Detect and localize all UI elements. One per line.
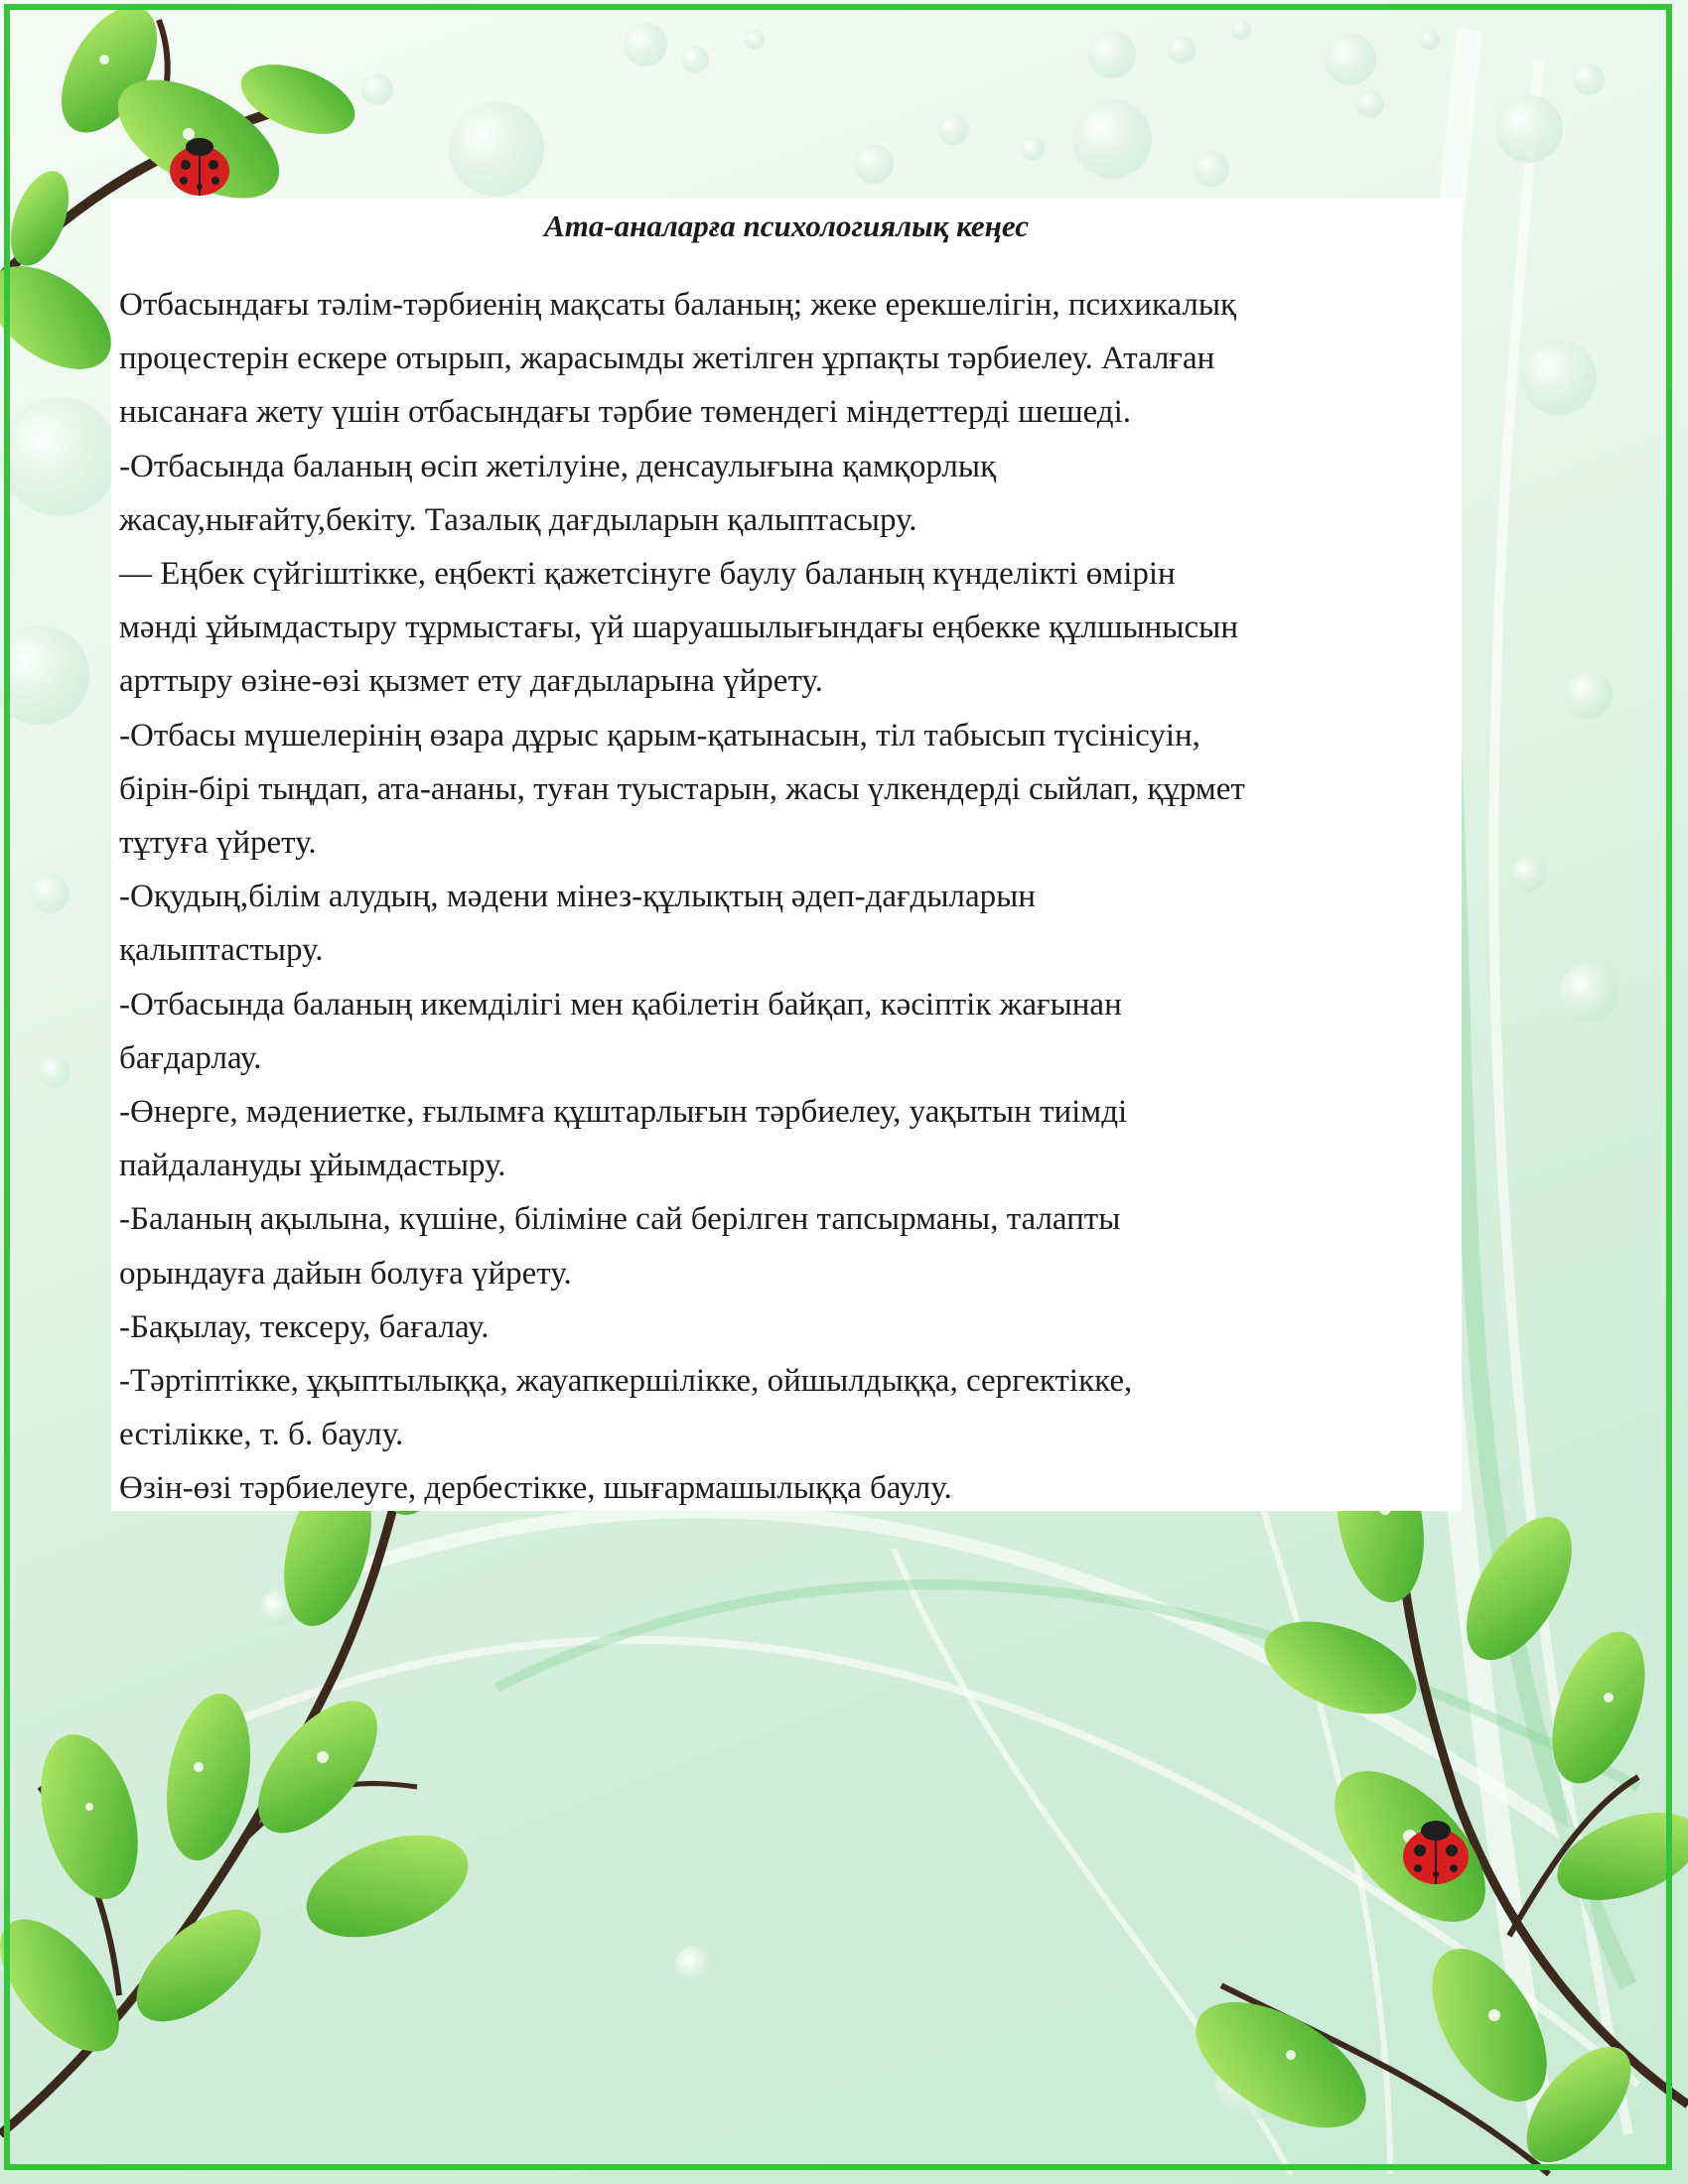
text-line: -Оқудың,білім алудың, мәдени мінез-құлықтың әдеп-дағдыларын xyxy=(119,879,1036,915)
content-panel xyxy=(111,199,1462,1511)
text-line: -Бақылау, тексеру, бағалау. xyxy=(119,1308,490,1345)
text-line: -Баланың ақылына, күшіне, біліміне сай берілген тапсырманы, талапты xyxy=(119,1201,1121,1238)
text-line: бірін-бірі тыңдап, ата-ананы, туған туыстарын, жасы үлкендерді сыйлап, құрмет xyxy=(119,770,1245,807)
body-text xyxy=(119,278,1462,1516)
text-line: -Отбасында баланың икемділігі мен қабілетін байқап, кәсіптік жағынан xyxy=(119,986,1122,1023)
text-line: бағдарлау. xyxy=(119,1039,262,1076)
text-line: жасау,нығайту,бекіту. Тазалық дағдыларын қалыптасыру. xyxy=(119,501,917,538)
text-line: процестерін ескере отырып, жарасымды жетілген ұрпақты тәрбиелеу. Аталған xyxy=(119,341,1215,377)
text-line: нысанаға жету үшін отбасындағы тәрбие төмендегі міндеттерді шешеді. xyxy=(119,394,1132,431)
text-line: пайдалануды ұйымдастыру. xyxy=(119,1148,506,1184)
text-line: -Тәртіптікке, ұқыптылыққа, жауапкершілікке, ойшылдыққа, сергектікке, xyxy=(119,1363,1133,1400)
text-line: арттыру өзіне-өзі қызмет ету дағдыларына үйрету. xyxy=(119,663,823,700)
text-line: тұтуға үйрету. xyxy=(119,825,317,862)
ladybug-icon xyxy=(1390,1809,1481,1890)
text-line: естілікке, т. б. баулу. xyxy=(119,1417,404,1453)
text-line: мәнді ұйымдастыру тұрмыстағы, үй шаруашылығындағы еңбекке құлшынысын xyxy=(119,610,1238,646)
text-line: -Өнерге, мәдениетке, ғылымға құштарлығын тәрбиелеу, уақытын тиімді xyxy=(119,1094,1128,1131)
text-line: Өзін-өзі тәрбиелеуге, дербестікке, шығармашылыққа баулу. xyxy=(119,1470,952,1507)
text-line: -Отбасы мүшелерінің өзара дұрыс қарым-қатынасын, тіл табысып түсінісуін, xyxy=(119,717,1200,753)
ladybug-icon xyxy=(159,127,240,201)
text-line: орындауға дайын болуға үйрету. xyxy=(119,1255,572,1292)
text-line: қалыптастыру. xyxy=(119,932,324,969)
text-line: -Отбасында баланың өсіп жетілуіне, денсаулығына қамқорлық xyxy=(119,448,997,484)
bottom-right-branch xyxy=(1176,1429,1688,2180)
page-title: Ата-аналарға психологиялық кеңес xyxy=(544,208,1029,243)
text-line: — Еңбек сүйгіштікке, еңбекті қажетсінуге баулу баланың күнделікті өмірін xyxy=(119,556,1176,593)
text-line: Отбасындағы тәлім-тәрбиенің мақсаты баланың; жеке ерекшелігін, психикалық xyxy=(119,287,1237,323)
